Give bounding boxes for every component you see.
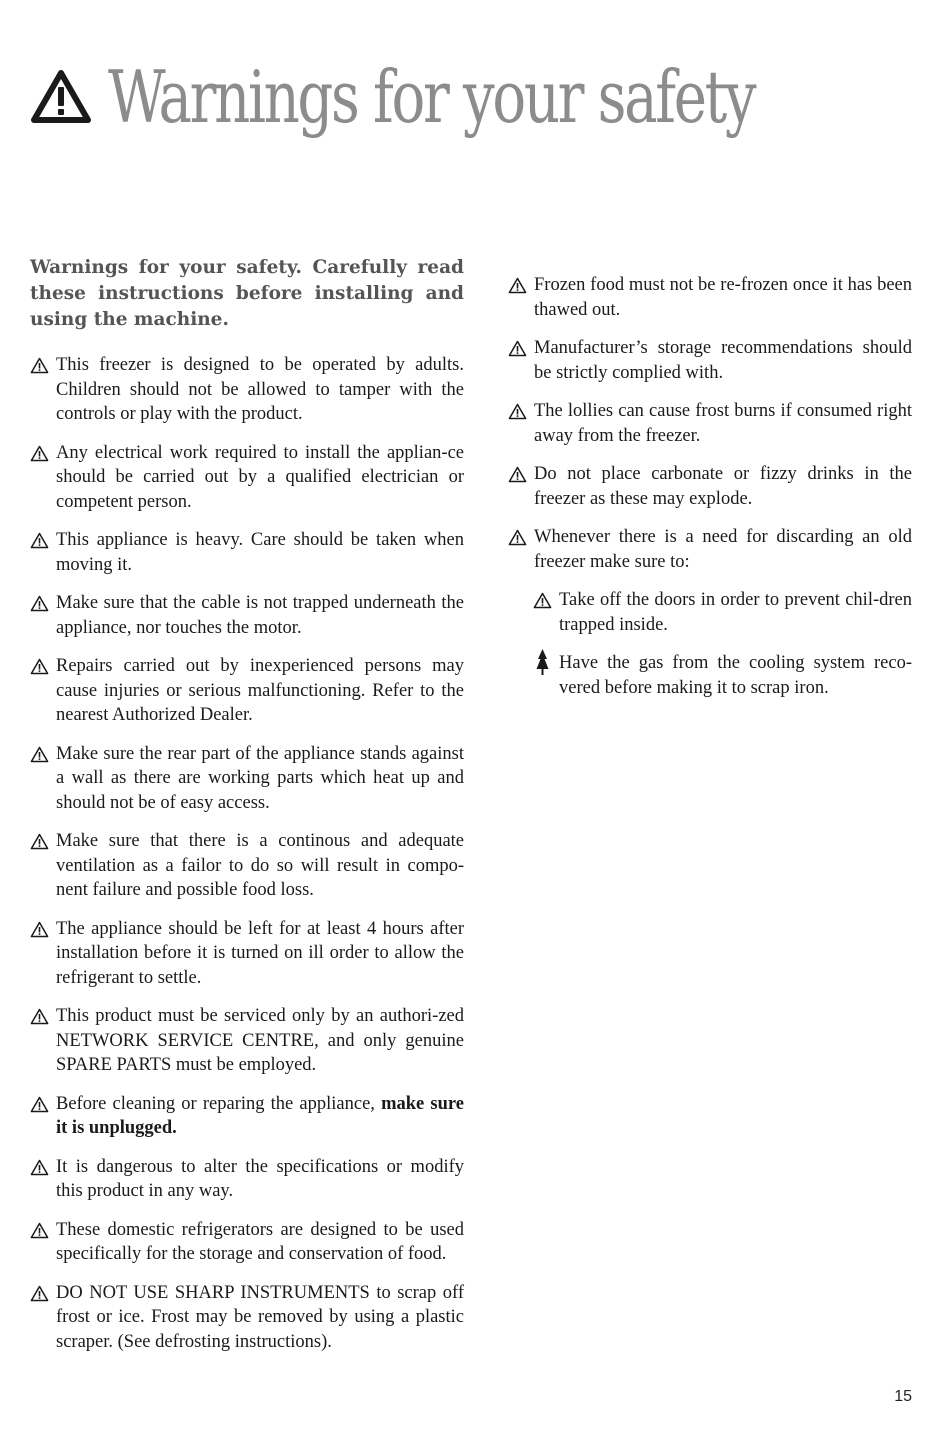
- warning-triangle-icon: [30, 658, 49, 675]
- warning-triangle-icon: [30, 1159, 49, 1176]
- right-column: [508, 273, 912, 714]
- warning-item-text: The appliance should be left for at least 4 hours after installation before it is turned on ill order to allow the refrigerant to settle.: [56, 918, 464, 988]
- warning-triangle-icon: [508, 466, 527, 483]
- tree-icon: [536, 649, 549, 675]
- warning-item-text: Do not place carbonate or fizzy drinks in the freezer as these may explode.: [534, 464, 912, 509]
- warning-item-emphasis: make sure it is unplugged.: [56, 1093, 464, 1138]
- warning-triangle-icon: [30, 357, 49, 374]
- disposal-sub-list: [508, 588, 912, 700]
- warning-triangle-icon: [30, 1096, 49, 1113]
- warning-triangle-icon: [30, 445, 49, 462]
- warning-triangle-icon: [30, 921, 49, 938]
- warning-triangle-icon: [508, 403, 527, 420]
- warning-item: [30, 441, 464, 515]
- page-title: [30, 52, 937, 142]
- warning-triangle-icon: [508, 277, 527, 294]
- warning-item: [30, 591, 464, 640]
- page-number: 15: [894, 1388, 912, 1405]
- warning-triangle-icon: [533, 592, 552, 609]
- warning-item-text: Make sure that the cable is not trapped underneath the appliance, nor touches the motor.: [56, 593, 464, 638]
- warning-item-text: Have the gas from the cooling system reco-vered before making it to scrap iron.: [559, 653, 912, 698]
- warning-item: [508, 525, 912, 574]
- warning-item-text: This appliance is heavy. Care should be taken when moving it.: [56, 530, 464, 575]
- warning-item-text: It is dangerous to alter the specifications or modify this product in any way.: [56, 1156, 464, 1201]
- warning-item: [30, 829, 464, 903]
- warning-triangle-icon: [30, 69, 92, 125]
- left-warning-list: [30, 353, 464, 1354]
- warning-triangle-icon: [30, 1222, 49, 1239]
- warning-item: [30, 917, 464, 991]
- warning-item: [30, 1155, 464, 1204]
- warning-triangle-icon: [508, 529, 527, 546]
- warning-item-text: Before cleaning or reparing the appliance,: [56, 1093, 375, 1114]
- intro-paragraph: Warnings for your safety. Carefully read these instructions before installing and using the machine.: [30, 257, 464, 330]
- warning-item-text: Whenever there is a need for discarding an old freezer make sure to:: [534, 527, 912, 572]
- warning-triangle-icon: [508, 340, 527, 357]
- page-title-text: Warnings for your safety: [108, 55, 755, 139]
- warning-item: [30, 353, 464, 427]
- warning-item: [508, 399, 912, 448]
- warning-item: [30, 1004, 464, 1078]
- warning-triangle-icon: [30, 746, 49, 763]
- warning-triangle-icon: [30, 833, 49, 850]
- warning-item: [533, 588, 912, 637]
- warning-item-text: This freezer is designed to be operated by adults. Children should not be allowed to tamper with the controls or play with the product.: [56, 355, 464, 424]
- warning-item-text: These domestic refrigerators are designed to be used specifically for the storage and conservation of food.: [56, 1219, 464, 1264]
- warning-item-text: This product must be serviced only by an authori-zed NETWORK SERVICE CENTRE, and only genuine SPARE PARTS must be employed.: [56, 1006, 464, 1075]
- warning-item: [508, 462, 912, 511]
- warning-item-text: Repairs carried out by inexperienced persons may cause injuries or serious malfunctioning. Refer to the nearest Authorized Dealer.: [56, 656, 464, 725]
- warning-triangle-icon: [30, 1285, 49, 1302]
- warning-item: [30, 1281, 464, 1355]
- warning-item-text: Any electrical work required to install the applian-ce should be carried out by a qualified electrician or competent person.: [56, 442, 464, 512]
- warning-item-text: DO NOT USE SHARP INSTRUMENTS to scrap off frost or ice. Frost may be removed by using a plastic scraper. (See defrosting instructions).: [56, 1282, 464, 1352]
- warning-item-text: Make sure that there is a continous and adequate ventilation as a failor to do so will result in compo-nent failure and possible food loss.: [56, 831, 464, 900]
- warning-triangle-icon: [30, 1008, 49, 1025]
- warning-item: [30, 1092, 464, 1141]
- warning-item: [508, 336, 912, 385]
- warning-triangle-icon: [30, 595, 49, 612]
- warning-item: [508, 273, 912, 322]
- warning-item: [533, 651, 912, 700]
- warning-item: [30, 1218, 464, 1267]
- warning-item: [30, 742, 464, 816]
- warning-item-text: The lollies can cause frost burns if consumed right away from the freezer.: [534, 401, 912, 446]
- warning-item-text: Take off the doors in order to prevent chil-dren trapped inside.: [559, 590, 912, 635]
- warning-item: [30, 528, 464, 577]
- warning-item-text: Manufacturer’s storage recommendations should be strictly complied with.: [534, 338, 912, 383]
- right-warning-list: [508, 273, 912, 574]
- left-column: [30, 255, 464, 1368]
- warning-item: [30, 654, 464, 728]
- warning-item-text: Frozen food must not be re-frozen once it has been thawed out.: [534, 275, 912, 320]
- warning-triangle-icon: [30, 532, 49, 549]
- warning-item-text: Make sure the rear part of the appliance stands against a wall as there are working parts which heat up and should not be of easy access.: [56, 743, 464, 813]
